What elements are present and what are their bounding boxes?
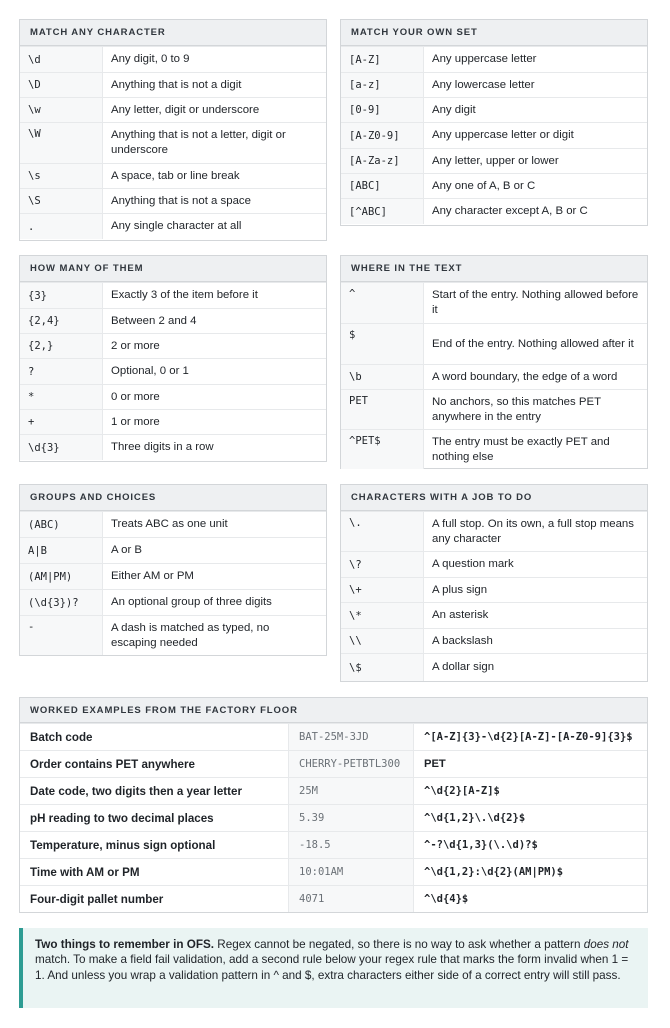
regex-token: \d{3}	[20, 435, 103, 460]
example-row	[20, 831, 647, 858]
regex-token: *	[20, 385, 103, 409]
regex-token: [0-9]	[341, 98, 424, 122]
regex-meaning: Treats ABC as one unit	[111, 518, 228, 530]
regex-token: A|B	[20, 538, 103, 563]
regex-token: [ABC]	[341, 174, 424, 198]
table-row	[341, 97, 647, 122]
regex-token: {2,}	[20, 334, 103, 358]
regex-token: {2,4}	[20, 309, 103, 333]
regex-token: [A-Z0-9]	[341, 123, 424, 148]
regex-token: \w	[20, 98, 103, 122]
regex-meaning: Any uppercase letter or digit	[432, 129, 574, 141]
regex-token: ^PET$	[341, 430, 424, 469]
regex-meaning: 0 or more	[111, 390, 160, 403]
example-label: Four-digit pallet number	[30, 892, 164, 906]
job-card	[340, 484, 648, 682]
table-row	[20, 46, 326, 72]
regex-token: \.	[341, 512, 424, 551]
table-row	[341, 148, 647, 173]
table-row	[20, 511, 326, 537]
regex-token: \*	[341, 603, 424, 628]
regex-token: [A-Za-z]	[341, 149, 424, 173]
example-value: 5.39	[288, 805, 414, 831]
where-card	[340, 255, 648, 469]
table-row	[341, 364, 647, 389]
callout-emphasis: does not	[583, 938, 629, 951]
example-label: Time with AM or PM	[30, 865, 140, 879]
how-many-title: HOW MANY OF THEM	[20, 256, 326, 282]
regex-token: \D	[20, 73, 103, 97]
regex-meaning: An asterisk	[432, 609, 489, 621]
regex-meaning: Optional, 0 or 1	[111, 365, 189, 377]
table-row	[20, 97, 326, 122]
regex-meaning: The entry must be exactly PET and nothing else	[432, 435, 610, 463]
regex-token: \+	[341, 578, 424, 602]
table-row	[341, 602, 647, 628]
table-row	[341, 122, 647, 148]
table-row	[20, 409, 326, 434]
regex-meaning: A question mark	[432, 558, 514, 570]
regex-token: \d	[20, 47, 103, 72]
regex-meaning: Exactly 3 of the item before it	[111, 289, 258, 301]
example-pattern: ^\d{1,2}\.\d{2}$	[424, 812, 526, 824]
table-row	[341, 577, 647, 602]
table-row	[20, 308, 326, 333]
regex-token: \S	[20, 189, 103, 213]
regex-meaning: Any uppercase letter	[432, 53, 537, 65]
example-value: 10:01AM	[288, 859, 414, 885]
regex-meaning: Anything that is not a digit	[111, 78, 242, 91]
example-pattern: ^-?\d{1,3}(\.\d)?$	[424, 839, 538, 851]
match-any-title: MATCH ANY CHARACTER	[20, 20, 326, 46]
regex-meaning: Any digit, 0 to 9	[111, 53, 190, 65]
example-row	[20, 858, 647, 885]
regex-meaning: Any lowercase letter	[432, 78, 535, 91]
regex-token: [^ABC]	[341, 199, 424, 224]
job-title: CHARACTERS WITH A JOB TO DO	[341, 485, 647, 511]
regex-token: \W	[20, 123, 103, 163]
regex-token: (\d{3})?	[20, 590, 103, 615]
table-row	[20, 434, 326, 460]
regex-token: \b	[341, 365, 424, 389]
table-row	[20, 122, 326, 163]
table-row	[20, 282, 326, 308]
table-row	[341, 46, 647, 72]
regex-meaning: Start of the entry. Nothing allowed before it	[432, 289, 639, 316]
example-row	[20, 804, 647, 831]
regex-token: [a-z]	[341, 73, 424, 97]
groups-card	[19, 484, 327, 656]
table-row	[341, 389, 647, 429]
table-row	[341, 323, 647, 364]
regex-meaning: 2 or more	[111, 339, 160, 352]
table-row	[20, 163, 326, 188]
own-set-card	[340, 19, 648, 226]
regex-token: (ABC)	[20, 512, 103, 537]
example-row	[20, 777, 647, 804]
table-row	[341, 429, 647, 469]
regex-meaning: Anything that is not a letter, digit or underscore	[111, 129, 286, 156]
example-label: Batch code	[30, 730, 93, 744]
regex-token: -	[20, 616, 103, 655]
regex-meaning: Any character except A, B or C	[432, 205, 588, 217]
table-row	[341, 173, 647, 198]
table-row	[20, 188, 326, 213]
example-pattern: ^[A-Z]{3}-\d{2}[A-Z]-[A-Z0-9]{3}$	[424, 731, 633, 743]
regex-token: \s	[20, 164, 103, 188]
table-row	[341, 72, 647, 97]
regex-meaning: Any letter, digit or underscore	[111, 103, 260, 116]
example-pattern: PET	[424, 758, 446, 770]
regex-token: +	[20, 410, 103, 434]
regex-meaning: Either AM or PM	[111, 570, 194, 582]
regex-meaning: A dollar sign	[432, 661, 495, 673]
table-row	[341, 551, 647, 577]
regex-token: PET	[341, 390, 424, 429]
example-label: Order contains PET anywhere	[30, 757, 195, 771]
how-many-card	[19, 255, 327, 462]
regex-meaning: A word boundary, the edge of a word	[432, 370, 618, 383]
table-row	[20, 563, 326, 589]
worked-examples-card	[19, 697, 648, 913]
table-row	[341, 653, 647, 681]
example-pattern: ^\d{2}[A-Z]$	[424, 785, 500, 797]
regex-meaning: A dash is matched as typed, no escaping needed	[111, 621, 270, 649]
regex-meaning: Any one of A, B or C	[432, 179, 536, 192]
regex-meaning: A backslash	[432, 634, 493, 647]
regex-token: .	[20, 214, 103, 239]
table-row	[20, 615, 326, 655]
table-row	[341, 511, 647, 551]
example-pattern: ^\d{1,2}:\d{2}(AM|PM)$	[424, 866, 564, 878]
regex-token: $	[341, 324, 424, 364]
example-value: -18.5	[288, 832, 414, 858]
table-row	[20, 333, 326, 358]
table-row	[20, 72, 326, 97]
example-label: Date code, two digits then a year letter	[30, 784, 242, 798]
regex-meaning: End of the entry. Nothing allowed after it	[432, 337, 634, 350]
regex-meaning: An optional group of three digits	[111, 596, 272, 608]
table-row	[341, 282, 647, 323]
groups-title: GROUPS AND CHOICES	[20, 485, 326, 511]
regex-meaning: A plus sign	[432, 583, 488, 596]
callout-text-a: Regex cannot be negated, so there is no way to ask whether a pattern	[214, 938, 584, 951]
own-set-title: MATCH YOUR OWN SET	[341, 20, 647, 46]
match-any-card	[19, 19, 327, 241]
example-value: CHERRY-PETBTL300	[288, 751, 414, 777]
regex-meaning: Anything that is not a space	[111, 194, 251, 207]
regex-token: \\	[341, 629, 424, 653]
regex-token: {3}	[20, 283, 103, 308]
example-value: 4071	[288, 886, 414, 912]
table-row	[20, 358, 326, 384]
regex-meaning: Any single character at all	[111, 220, 242, 232]
table-row	[20, 537, 326, 563]
callout-lead: Two things to remember in OFS.	[35, 938, 215, 951]
table-row	[20, 384, 326, 409]
regex-meaning: A space, tab or line break	[111, 169, 240, 182]
regex-meaning: Any digit	[432, 103, 476, 116]
regex-meaning: No anchors, so this matches PET anywhere in the entry	[432, 395, 601, 423]
reminder-callout	[19, 928, 648, 1008]
regex-meaning: A full stop. On its own, a full stop means any character	[432, 517, 634, 545]
table-row	[341, 628, 647, 653]
regex-token: ?	[20, 359, 103, 384]
regex-token: \$	[341, 654, 424, 681]
regex-meaning: Three digits in a row	[111, 441, 214, 453]
worked-examples-title: WORKED EXAMPLES FROM THE FACTORY FLOOR	[20, 698, 647, 723]
regex-meaning: Between 2 and 4	[111, 314, 197, 327]
regex-token: (AM|PM)	[20, 564, 103, 589]
example-pattern: ^\d{4}$	[424, 893, 469, 905]
callout-text-b: match. To make a field fail validation, add a second rule below your regex rule that marks the form invalid when 1 = 1. And unless you wrap a validation pattern in ^ and $, extra characters either side of a correct entry will still pass.	[35, 953, 629, 982]
regex-meaning: Any letter, upper or lower	[432, 154, 559, 167]
table-row	[341, 198, 647, 224]
example-value: BAT-25M-3JD	[288, 724, 414, 750]
regex-meaning: 1 or more	[111, 415, 160, 428]
regex-token: ^	[341, 283, 424, 323]
regex-meaning: A or B	[111, 544, 143, 556]
example-row	[20, 885, 647, 912]
example-label: pH reading to two decimal places	[30, 811, 214, 825]
example-value: 25M	[288, 778, 414, 804]
regex-token: \?	[341, 552, 424, 577]
regex-token: [A-Z]	[341, 47, 424, 72]
example-row	[20, 750, 647, 777]
table-row	[20, 213, 326, 239]
example-label: Temperature, minus sign optional	[30, 838, 216, 852]
example-row	[20, 723, 647, 750]
table-row	[20, 589, 326, 615]
where-title: WHERE IN THE TEXT	[341, 256, 647, 282]
